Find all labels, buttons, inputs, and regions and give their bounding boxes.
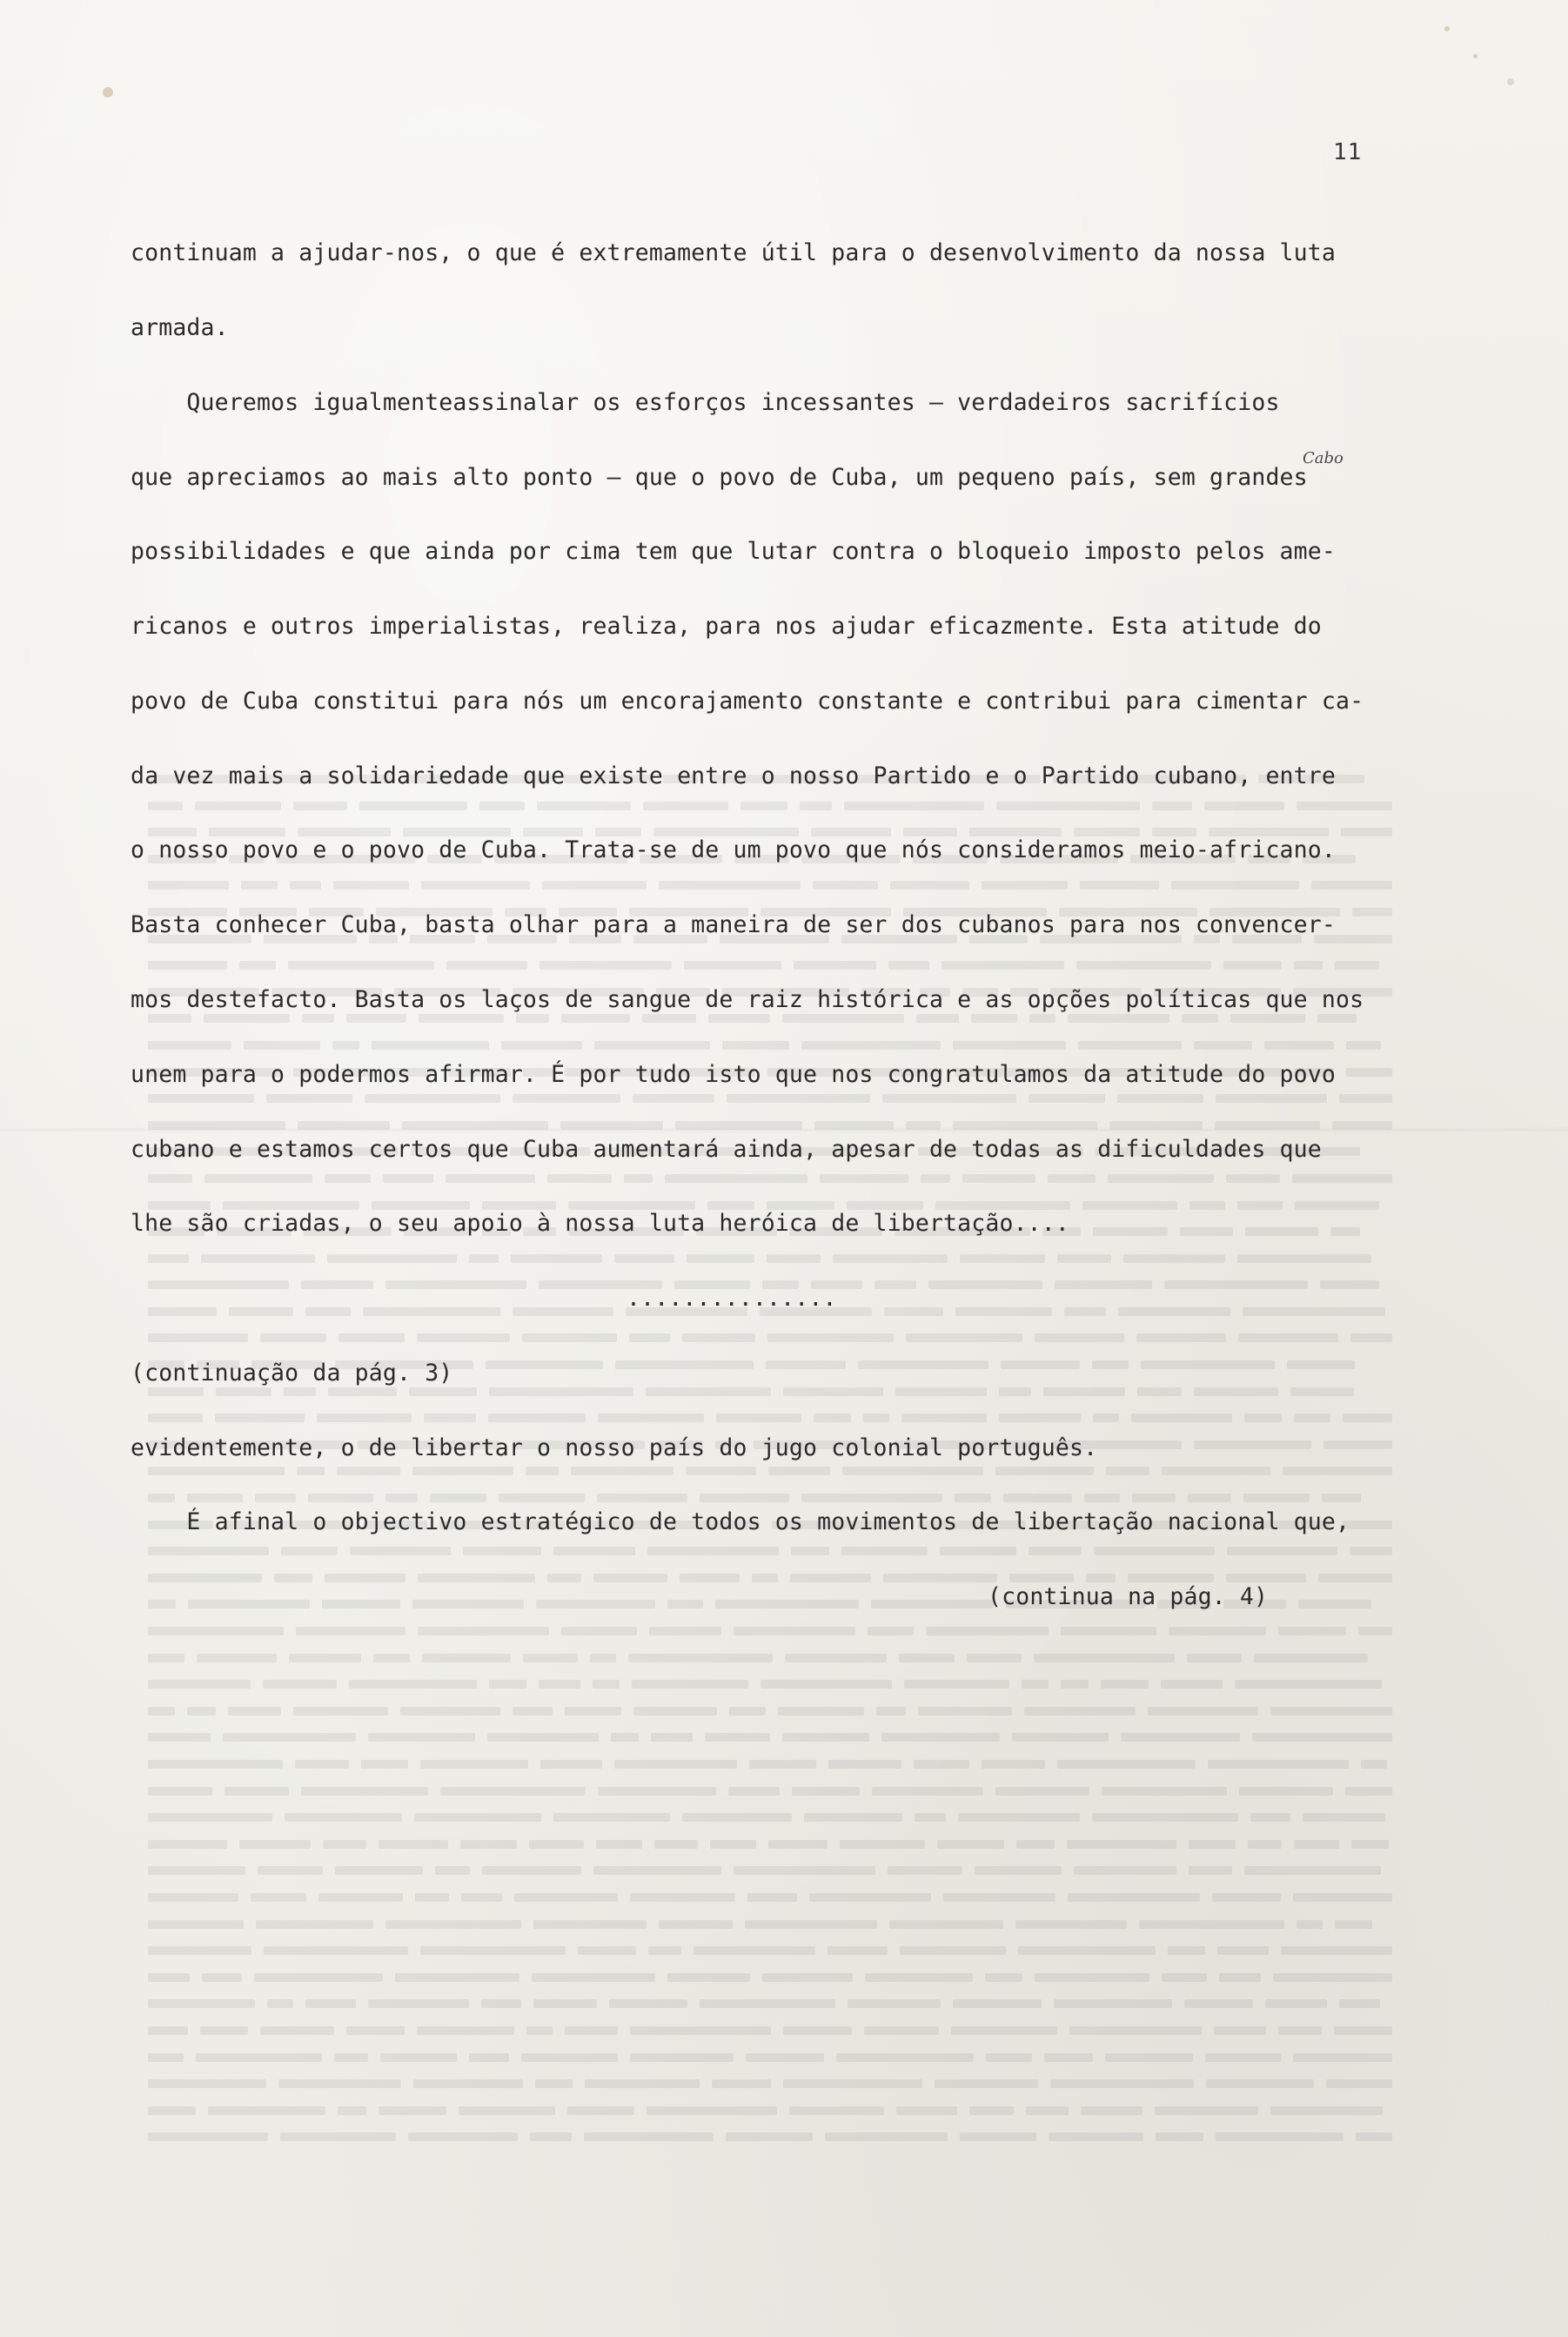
bleed-through-word	[346, 2026, 405, 2035]
bleed-through-word	[295, 1760, 349, 1769]
bleed-through-word	[533, 1999, 597, 2008]
body-line: mos destefacto. Basta os laços de sangue de raiz histórica e as opções políticas que nos	[131, 986, 1364, 1013]
bleed-through-word	[825, 2132, 948, 2141]
bleed-through-word	[459, 2106, 555, 2115]
bleed-through-word	[584, 2132, 714, 2141]
bleed-through-word	[1216, 2132, 1344, 2141]
bleed-through-word	[349, 1680, 477, 1689]
body-line: lhe são criadas, o seu apoio à nossa luta heróica de libertação....	[131, 1210, 1069, 1238]
bleed-through-word	[1239, 1787, 1333, 1796]
bleed-through-word	[440, 1787, 586, 1796]
continuation-line: evidentemente, o de libertar o nosso país do jugo colonial português.	[131, 1434, 1098, 1461]
bleed-through-word	[1148, 1707, 1258, 1716]
bleed-through-word	[593, 1866, 721, 1875]
bleed-through-word	[630, 1893, 735, 1902]
bleed-through-word	[280, 2132, 396, 2141]
bleed-through-word	[872, 1787, 983, 1796]
bleed-through-word	[513, 1707, 553, 1716]
body-line: armada.	[131, 313, 229, 341]
bleed-through-word	[285, 1813, 402, 1822]
bleed-through-word	[1168, 1946, 1205, 1955]
bleed-through-word	[632, 1680, 748, 1689]
bleed-through-word	[208, 2106, 325, 2115]
bleed-through-word	[460, 1840, 517, 1849]
page-number: 11	[1333, 139, 1363, 165]
bleed-through-word	[1235, 1680, 1382, 1689]
bleed-through-word	[228, 1707, 281, 1716]
bleed-through-word	[712, 2079, 771, 2088]
bleed-through-word	[960, 2132, 1036, 2141]
bleed-through-word	[1074, 1866, 1176, 1875]
bleed-through-word	[783, 2026, 852, 2035]
bleed-through-word	[260, 2026, 334, 2035]
bleed-through-word	[1067, 1840, 1176, 1849]
bleed-through-word	[1326, 2079, 1392, 2088]
bleed-through-word	[553, 1813, 670, 1822]
bleed-through-word	[148, 1680, 251, 1689]
paper-spot	[103, 87, 113, 97]
bleed-through-word	[995, 1787, 1089, 1796]
bleed-through-word	[828, 1946, 888, 1955]
paper-spot	[1444, 26, 1450, 31]
bleed-through-word	[1252, 1733, 1392, 1742]
bleed-through-word	[710, 1840, 756, 1849]
bleed-through-word	[148, 2026, 188, 2035]
bleed-through-word	[937, 1840, 1004, 1849]
bleed-through-word	[1265, 1999, 1327, 2008]
body-line: unem para o podermos afirmar. É por tudo isto que nos congratulamos da atitude do povo	[131, 1060, 1336, 1088]
bleed-through-word	[648, 1946, 681, 1955]
bleed-through-word	[1101, 1680, 1149, 1689]
bleed-through-word	[611, 1733, 639, 1742]
bleed-through-word	[1044, 2053, 1093, 2062]
bleed-through-word	[1092, 1813, 1238, 1822]
bleed-through-word	[263, 1680, 337, 1689]
bleed-through-word	[1244, 1866, 1381, 1875]
bleed-through-word	[1054, 1999, 1172, 2008]
bleed-through-word	[935, 2079, 1038, 2088]
continuation-from-label: (continuação da pág. 3)	[131, 1359, 453, 1387]
bleed-through-word	[745, 1920, 877, 1929]
bleed-through-word	[729, 1707, 766, 1716]
bleed-through-word	[368, 1733, 475, 1742]
bleed-through-word	[1248, 1840, 1282, 1849]
bleed-through-word	[1068, 1893, 1200, 1902]
bleed-through-word	[187, 1707, 216, 1716]
bleed-through-line	[148, 1911, 1427, 1938]
bleed-through-word	[148, 1733, 211, 1742]
bleed-through-word	[487, 1733, 599, 1742]
bleed-through-word	[705, 1733, 770, 1742]
bleed-through-word	[482, 1866, 581, 1875]
bleed-through-word	[148, 1840, 227, 1849]
bleed-through-word	[651, 1733, 693, 1742]
bleed-through-word	[985, 1973, 1022, 1982]
bleed-through-word	[1024, 1707, 1136, 1716]
bleed-through-word	[1026, 2106, 1069, 2115]
bleed-through-word	[489, 1680, 526, 1689]
bleed-through-line	[148, 1698, 1427, 1725]
bleed-through-word	[876, 1707, 906, 1716]
bleed-through-word	[953, 1999, 1042, 2008]
bleed-through-word	[481, 1999, 521, 2008]
bleed-through-line	[148, 1937, 1427, 1964]
bleed-through-word	[778, 1707, 864, 1716]
bleed-through-line	[148, 1778, 1427, 1805]
bleed-through-word	[293, 1707, 388, 1716]
bleed-through-word	[865, 1973, 973, 1982]
bleed-through-word	[1184, 1999, 1253, 2008]
bleed-through-word	[420, 1760, 528, 1769]
bleed-through-word	[267, 1999, 293, 2008]
bleed-through-word	[836, 2053, 974, 2062]
bleed-through-word	[596, 1840, 642, 1849]
bleed-through-word	[318, 1893, 403, 1902]
bleed-through-word	[598, 1787, 716, 1796]
bleed-through-word	[667, 1973, 750, 1982]
bleed-through-word	[239, 1840, 311, 1849]
bleed-through-word	[958, 1813, 1080, 1822]
bleed-through-word	[148, 2079, 266, 2088]
bleed-through-word	[533, 1920, 647, 1929]
bleed-through-word	[1351, 1840, 1389, 1849]
bleed-through-word	[148, 1893, 238, 1902]
bleed-through-word	[202, 1973, 242, 1982]
bleed-through-word	[1356, 2132, 1392, 2141]
bleed-through-word	[1015, 1920, 1127, 1929]
bleed-through-word	[148, 1813, 272, 1822]
body-line: o nosso povo e o povo de Cuba. Trata-se de um povo que nós consideramos meio-africano.	[131, 836, 1336, 864]
bleed-through-word	[1270, 1707, 1392, 1716]
bleed-through-word	[734, 1866, 875, 1875]
bleed-through-word	[761, 1680, 892, 1689]
bleed-through-word	[469, 2053, 509, 2062]
bleed-through-word	[148, 2132, 268, 2141]
body-line: da vez mais a solidariedade que existe entre o nosso Partido e o Partido cubano, entre	[131, 762, 1336, 789]
bleed-through-word	[1273, 1973, 1392, 1982]
body-line: Basta conhecer Cuba, basta olhar para a maneira de ser dos cubanos para nos convencer-	[131, 911, 1336, 939]
bleed-through-word	[614, 1760, 737, 1769]
bleed-through-word	[828, 1760, 901, 1769]
body-line: que apreciamos ao mais alto ponto — que o povo de Cuba, um pequeno país, sem grandes	[131, 463, 1308, 491]
bleed-through-word	[1035, 1973, 1149, 1982]
bleed-through-word	[338, 2106, 366, 2115]
bleed-through-word	[148, 1999, 255, 2008]
bleed-through-word	[1162, 1973, 1207, 1982]
bleed-through-word	[258, 1866, 323, 1875]
bleed-through-word	[526, 2026, 553, 2035]
bleed-through-word	[1049, 2132, 1143, 2141]
bleed-through-line	[148, 2151, 1427, 2159]
bleed-through-word	[532, 1973, 655, 1982]
bleed-through-word	[1345, 1787, 1392, 1796]
bleed-through-word	[334, 2053, 368, 2062]
bleed-through-word	[889, 1920, 1003, 1929]
paper-spot	[1473, 54, 1478, 58]
bleed-through-word	[540, 1760, 602, 1769]
bleed-through-word	[904, 1680, 1009, 1689]
bleed-through-word	[379, 1840, 448, 1849]
bleed-through-word	[900, 1946, 1006, 1955]
bleed-through-word	[1161, 1680, 1223, 1689]
bleed-through-word	[694, 1946, 815, 1955]
bleed-through-word	[323, 1840, 366, 1849]
bleed-through-word	[840, 1840, 925, 1849]
bleed-through-word	[420, 1946, 566, 1955]
bleed-through-word	[148, 1866, 245, 1875]
bleed-through-word	[1061, 1680, 1089, 1689]
bleed-through-line	[148, 1751, 1427, 1778]
bleed-through-word	[1121, 1733, 1240, 1742]
handwritten-note: Cabo	[1303, 449, 1344, 467]
bleed-through-word	[1050, 2079, 1194, 2088]
bleed-through-word	[1212, 1893, 1281, 1902]
bleed-through-word	[1339, 1999, 1380, 2008]
bleed-through-word	[1361, 1760, 1387, 1769]
bleed-through-word	[1214, 2026, 1266, 2035]
bleed-through-word	[585, 2079, 700, 2088]
body-line: Queremos igualmenteassinalar os esforços incessantes — verdadeiros sacrifícios	[131, 388, 1280, 416]
bleed-through-word	[881, 1733, 1000, 1742]
bleed-through-word	[630, 2026, 771, 2035]
body-line: ricanos e outros imperialistas, realiza, para nos ajudar eficazmente. Esta atitude do	[131, 613, 1322, 641]
bleed-through-word	[726, 2132, 813, 2141]
bleed-through-word	[148, 1787, 212, 1796]
bleed-through-word	[529, 1840, 584, 1849]
bleed-through-word	[888, 1866, 962, 1875]
bleed-through-word	[792, 1787, 860, 1796]
bleed-through-word	[565, 2026, 618, 2035]
bleed-through-word	[148, 2053, 184, 2062]
bleed-through-word	[148, 1707, 175, 1716]
bleed-through-word	[915, 1813, 946, 1822]
bleed-through-word	[567, 2106, 634, 2115]
bleed-through-word	[413, 2079, 523, 2088]
bleed-through-word	[654, 1840, 698, 1849]
bleed-through-word	[1012, 1733, 1109, 1742]
bleed-through-word	[415, 1893, 449, 1902]
bleed-through-word	[633, 1707, 717, 1716]
bleed-through-word	[539, 1680, 580, 1689]
bleed-through-word	[1105, 2053, 1193, 2062]
body-line: possibilidades e que ainda por cima tem que lutar contra o bloqueio imposto pelos ame-	[131, 538, 1336, 566]
bleed-through-word	[914, 1760, 969, 1769]
bleed-through-word	[256, 1920, 373, 1929]
bleed-through-word	[1102, 1787, 1227, 1796]
typed-text-body	[131, 191, 1436, 1660]
bleed-through-word	[1016, 1840, 1055, 1849]
bleed-through-word	[1297, 1920, 1323, 1929]
bleed-through-word	[379, 2106, 446, 2115]
bleed-through-word	[593, 1680, 620, 1689]
body-line: povo de Cuba constitui para nós um encorajamento constante e contribui para cimentar ca-	[131, 687, 1364, 715]
bleed-through-word	[148, 2106, 196, 2115]
bleed-through-word	[148, 1946, 251, 1955]
bleed-through-line	[148, 1831, 1427, 1858]
bleed-through-word	[951, 2026, 1057, 2035]
bleed-through-word	[535, 2079, 573, 2088]
section-separator: ...............	[627, 1285, 837, 1313]
bleed-through-word	[1334, 2026, 1392, 2035]
bleed-through-word	[200, 2026, 248, 2035]
bleed-through-word	[1293, 2053, 1392, 2062]
bleed-through-word	[1293, 1893, 1392, 1902]
bleed-through-word	[461, 1893, 502, 1902]
bleed-through-word	[762, 1973, 853, 1982]
bleed-through-word	[1335, 1920, 1372, 1929]
bleed-through-line	[148, 2018, 1427, 2045]
bleed-through-word	[1250, 1813, 1290, 1822]
bleed-through-word	[700, 1999, 835, 2008]
bleed-through-word	[1018, 1946, 1156, 1955]
bleed-through-word	[747, 1893, 797, 1902]
bleed-through-word	[1205, 2053, 1281, 2062]
bleed-through-word	[809, 1893, 931, 1902]
bleed-through-word	[148, 1920, 244, 1929]
bleed-through-word	[196, 2053, 322, 2062]
bleed-through-word	[1069, 2026, 1202, 2035]
paper-spot	[1507, 78, 1514, 85]
bleed-through-word	[1281, 1946, 1392, 1955]
bleed-through-line	[148, 2098, 1427, 2125]
bleed-through-word	[521, 2053, 618, 2062]
bleed-through-word	[1278, 2026, 1322, 2035]
bleed-through-word	[682, 1813, 792, 1822]
body-line: cubano e estamos certos que Cuba aumentará ainda, apesar de todas as dificuldades que	[131, 1135, 1322, 1163]
bleed-through-word	[530, 2132, 572, 2141]
bleed-through-word	[1155, 2106, 1258, 2115]
bleed-through-line	[148, 1857, 1427, 1884]
bleed-through-line	[148, 1884, 1427, 1911]
bleed-through-word	[1206, 2079, 1314, 2088]
bleed-through-word	[749, 1760, 816, 1769]
bleed-through-word	[1303, 1813, 1385, 1822]
body-line: continuam a ajudar-nos, o que é extremamente útil para o desenvolvimento da nossa luta	[131, 239, 1336, 267]
bleed-through-word	[1217, 1946, 1269, 1955]
bleed-through-word	[395, 1973, 519, 1982]
bleed-through-word	[414, 1813, 541, 1822]
bleed-through-word	[385, 1920, 521, 1929]
bleed-through-word	[1189, 1866, 1232, 1875]
bleed-through-word	[783, 2079, 922, 2088]
bleed-through-word	[565, 1707, 621, 1716]
bleed-through-word	[380, 2053, 457, 2062]
bleed-through-word	[254, 1973, 383, 1982]
bleed-through-word	[1022, 1680, 1049, 1689]
bleed-through-line	[148, 2071, 1427, 2098]
bleed-through-line	[148, 1724, 1427, 1751]
bleed-through-word	[148, 1760, 283, 1769]
bleed-through-word	[417, 2026, 514, 2035]
bleed-through-word	[982, 1760, 1045, 1769]
bleed-through-word	[789, 2106, 884, 2115]
bleed-through-word	[514, 1893, 618, 1902]
bleed-through-word	[278, 2079, 401, 2088]
bleed-through-word	[305, 1999, 356, 2008]
bleed-through-word	[1189, 1840, 1236, 1849]
bleed-through-line	[148, 2045, 1427, 2072]
bleed-through-word	[728, 1787, 780, 1796]
bleed-through-word	[408, 2132, 518, 2141]
bleed-through-word	[975, 1866, 1062, 1875]
bleed-through-word	[435, 1866, 470, 1875]
bleed-through-word	[848, 1999, 941, 2008]
bleed-through-word	[986, 2053, 1032, 2062]
bleed-through-word	[804, 1813, 902, 1822]
bleed-through-word	[1057, 1760, 1196, 1769]
bleed-through-word	[148, 1973, 190, 1982]
bleed-through-word	[746, 2053, 824, 2062]
bleed-through-word	[1294, 1840, 1339, 1849]
bleed-through-word	[223, 1733, 356, 1742]
bleed-through-word	[1139, 1920, 1284, 1929]
bleed-through-word	[224, 1787, 289, 1796]
bleed-through-word	[335, 1866, 423, 1875]
bleed-through-word	[368, 1999, 469, 2008]
bleed-through-word	[1156, 2132, 1203, 2141]
bleed-through-word	[251, 1893, 306, 1902]
bleed-through-word	[896, 2106, 957, 2115]
continuation-line: É afinal o objectivo estratégico de todos os movimentos de libertação nacional que,	[131, 1508, 1350, 1536]
bleed-through-word	[1208, 1760, 1349, 1769]
bleed-through-word	[400, 1707, 500, 1716]
bleed-through-word	[969, 2106, 1014, 2115]
bleed-through-word	[943, 1893, 1055, 1902]
bleed-through-word	[918, 1707, 1012, 1716]
bleed-through-word	[1219, 1973, 1261, 1982]
bleed-through-line	[148, 1804, 1427, 1831]
bleed-through-word	[264, 1946, 408, 1955]
bleed-through-line	[148, 1964, 1427, 1991]
bleed-through-word	[782, 1733, 869, 1742]
bleed-through-line	[148, 2124, 1427, 2151]
bleed-through-word	[659, 1920, 733, 1929]
bleed-through-line	[148, 1671, 1427, 1698]
bleed-through-word	[1081, 2106, 1142, 2115]
continuation-to-label: (continua na pág. 4)	[988, 1583, 1269, 1611]
bleed-through-word	[1270, 2106, 1383, 2115]
bleed-through-word	[864, 2026, 939, 2035]
bleed-through-word	[647, 2106, 777, 2115]
bleed-through-word	[578, 1946, 636, 1955]
bleed-through-word	[630, 2053, 734, 2062]
bleed-through-word	[768, 1840, 828, 1849]
bleed-through-word	[361, 1760, 408, 1769]
bleed-through-line	[148, 1991, 1427, 2018]
bleed-through-word	[301, 1787, 428, 1796]
bleed-through-word	[609, 1999, 687, 2008]
